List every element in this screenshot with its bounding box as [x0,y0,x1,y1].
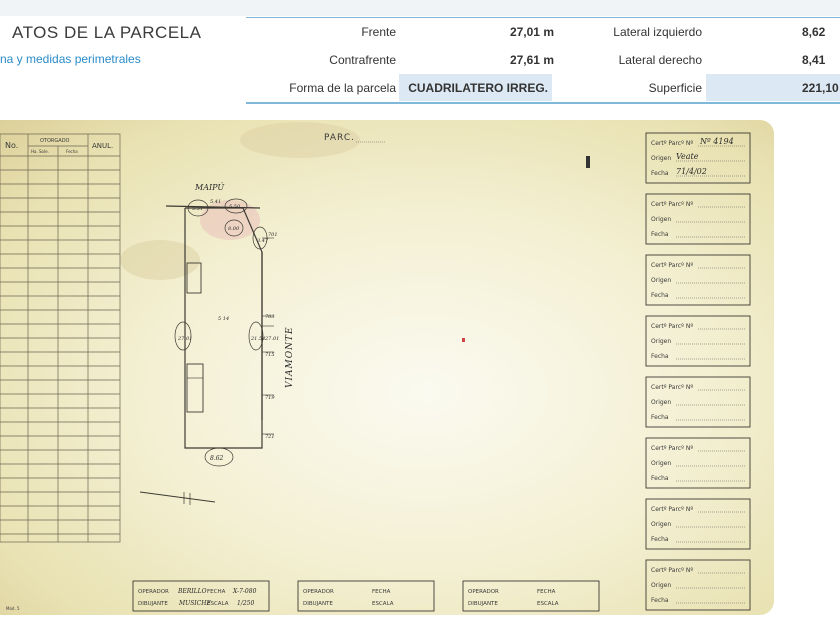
table-row [246,46,840,73]
cert-label: Certº Parcº Nº [651,384,694,391]
street-maipu: MAIPÚ [195,183,225,192]
label-lateral-izquierdo: Lateral izquierdo [613,25,702,39]
lot-number: 5 14 [218,316,230,322]
footer-box [298,581,434,611]
footer-escala: ESCALA [207,601,229,607]
value-frente: 27,01 m [509,25,554,39]
origen-label: Origen [651,521,672,528]
value-lateral-izquierdo: 8,62 [802,25,826,39]
mod-label: Mod. 5 [6,606,20,611]
measure-2154: 21.54 [251,336,266,342]
footer-dibujante: DIBUJANTE [468,601,498,607]
scanned-plan [0,120,774,615]
value-superficie: 221,10 [802,81,839,95]
value-forma: CUADRILATERO IRREG. [408,81,548,95]
footer-fecha: FECHA [207,589,226,595]
parc-label: PARC. [324,133,355,143]
measure-541: 5.41 [210,199,222,205]
footer-fecha: FECHA [537,589,556,595]
origen-label: Origen [651,155,672,162]
label-lateral-derecho: Lateral derecho [618,53,702,67]
footer-operador: OPERADOR [468,589,499,595]
footer-fecha-hand: X-7-080 [233,588,257,595]
cert-label: Certº Parcº Nº [651,567,694,574]
value-contrafrente: 27,61 m [509,53,554,67]
label-superficie: Superficie [648,81,702,95]
cert-box [646,560,750,610]
ledger-table [0,134,120,542]
ledger-header-otorgado: OTORGADO [40,138,70,144]
cert-label: Certº Parcº Nº [651,201,694,208]
fecha-label: Fecha [651,170,669,177]
origen-label: Origen [651,338,672,345]
ledger-header-no: No. [5,141,19,150]
cert-box [646,438,750,488]
cert-hand-number: Nº 4194 [700,137,734,146]
page-title: ATOS DE LA PARCELA [12,23,202,42]
fecha-label: Fecha [651,414,669,421]
ledger-header-sub1: Ha. Sole. [31,149,49,154]
stain [120,240,200,280]
table-row [246,74,840,101]
label-contrafrente: Contrafrente [329,53,396,67]
cert-box [646,255,750,305]
origen-label: Origen [651,399,672,406]
page-subtitle: na y medidas perimetrales [0,52,141,66]
cert-box [646,194,750,244]
footer-box [133,581,269,611]
footer-dibujante: DIBUJANTE [138,601,168,607]
footer-escala-hand: 1/250 [237,600,255,607]
footer-dibujante: DIBUJANTE [303,601,333,607]
parcel-data-table [246,17,840,104]
fecha-label: Fecha [651,597,669,604]
cert-box [646,133,750,183]
footer-fecha: FECHA [372,589,391,595]
street-viamonte: VIAMONTE [285,326,295,388]
footer-escala: ESCALA [372,601,394,607]
number-703: 703 [265,314,275,320]
mark [586,156,590,168]
cert-label: Certº Parcº Nº [651,445,694,452]
cert-hand-origen: Veate [676,152,699,161]
cert-label: Certº Parcº Nº [651,262,694,269]
ledger-header-sub2: Fecha [66,149,78,154]
cert-label: Certº Parcº Nº [651,506,694,513]
number-701: 701 [268,232,278,238]
plan-drawing [0,120,774,615]
origen-label: Origen [651,582,672,589]
measure-551: 5.51 [192,206,204,212]
fecha-label: Fecha [651,231,669,238]
value-lateral-derecho: 8,41 [802,53,826,67]
measure-2701: 27.01 [178,336,193,342]
cert-box [646,499,750,549]
fecha-label: Fecha [651,536,669,543]
measure-862: 8.62 [210,455,224,462]
fecha-label: Fecha [651,353,669,360]
ledger-header-anul: ANUL. [92,142,114,150]
number-2701b: 27.01 [265,336,280,342]
measure-550: 5.50 [229,204,241,210]
fecha-label: Fecha [651,292,669,299]
footer-operador-hand: BERILLO [178,588,207,595]
measure-800: 8.00 [228,226,240,232]
origen-label: Origen [651,277,672,284]
footer-dibujante-hand: MUSICHE [179,600,211,607]
origen-label: Origen [651,460,672,467]
cert-box [646,377,750,427]
cert-box [646,316,750,366]
cert-label: Certº Parcº Nº [651,140,694,147]
cert-label: Certº Parcº Nº [651,323,694,330]
footer-operador: OPERADOR [303,589,334,595]
table-row [246,18,840,45]
origen-label: Origen [651,216,672,223]
fecha-label: Fecha [651,475,669,482]
footer-escala: ESCALA [537,601,559,607]
number-715: 715 [265,352,275,358]
cert-hand-fecha: 71/4/02 [676,167,707,176]
red-mark [462,338,465,342]
number-721: 721 [265,434,275,440]
label-forma: Forma de la parcela [289,81,396,95]
measure-347: 3.47 [257,238,269,244]
top-bar [0,0,840,16]
label-frente: Frente [361,25,396,39]
number-719: 719 [265,395,275,401]
footer-operador: OPERADOR [138,589,169,595]
footer-box [463,581,599,611]
